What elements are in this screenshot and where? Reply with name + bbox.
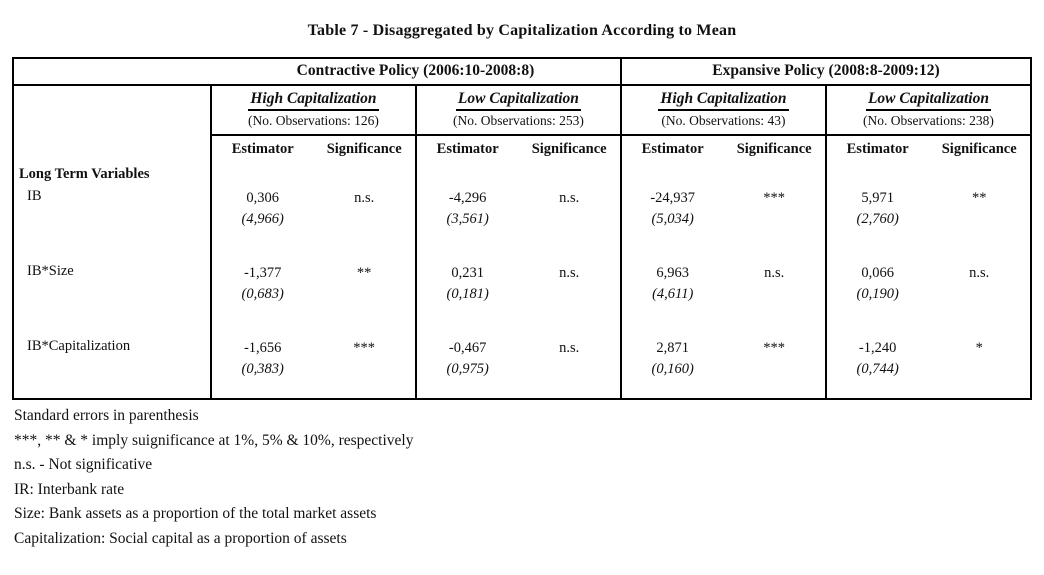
std-error-value: (0,383) xyxy=(241,361,284,377)
policy-header-row xyxy=(13,58,1031,85)
significance-cell: n.s. xyxy=(559,340,580,356)
significance-cell: *** xyxy=(353,340,376,356)
std-error-value: (2,760) xyxy=(856,211,899,227)
std-error-value: (5,034) xyxy=(651,211,694,227)
significance-cell: n.s. xyxy=(559,190,580,206)
significance-cell: n.s. xyxy=(354,190,375,206)
footnote-size: Size: Bank assets as a proportion of the total market assets xyxy=(14,505,377,522)
cap-group-expansive-high xyxy=(621,85,826,135)
significance-header: Significance xyxy=(736,141,812,157)
capitalization-header-row xyxy=(13,85,1031,135)
std-error-value: (3,561) xyxy=(446,211,489,227)
results-table xyxy=(12,57,1032,400)
table-row-ib-size xyxy=(13,260,1031,335)
observations-count: (No. Observations: 43) xyxy=(661,113,786,128)
std-error-value: (0,190) xyxy=(856,286,899,302)
estimator-value: -0,467 xyxy=(448,340,487,356)
significance-cell: n.s. xyxy=(969,265,990,281)
footnotes xyxy=(14,404,1014,551)
significance-cell: ** xyxy=(971,190,987,206)
estimator-value: -1,377 xyxy=(243,265,282,281)
estimator-cell xyxy=(621,260,723,335)
footnote-std-errors: Standard errors in parenthesis xyxy=(14,407,199,424)
std-error-value: (4,966) xyxy=(241,211,284,227)
estimator-value: 0,231 xyxy=(451,265,484,281)
estimator-header: Estimator xyxy=(211,135,313,162)
std-error-value: (0,975) xyxy=(446,361,489,377)
estimator-value: 0,066 xyxy=(861,265,894,281)
policy-header-expansive: Expansive Policy (2008:8-2009:12) xyxy=(621,58,1031,85)
estimator-cell xyxy=(826,185,928,260)
std-error-value: (0,181) xyxy=(446,286,489,302)
cap-group-title: High Capitalization xyxy=(248,90,378,111)
significance-header: Significance xyxy=(531,141,607,157)
policy-header-contractive: Contractive Policy (2006:10-2008:8) xyxy=(211,58,621,85)
footnote-ns: n.s. - Not significative xyxy=(14,456,153,473)
table-row-ib-capitalization xyxy=(13,335,1031,399)
estimator-cell xyxy=(416,185,518,260)
footnote-ir: IR: Interbank rate xyxy=(14,480,125,498)
estimator-cell xyxy=(621,185,723,260)
column-header-row xyxy=(13,135,1031,162)
observations-count: (No. Observations: 126) xyxy=(248,113,379,128)
label-column-spacer xyxy=(13,85,211,135)
variable-label: IB xyxy=(13,185,211,260)
significance-cell: *** xyxy=(763,190,786,206)
footnote-capitalization: Capitalization: Social capital as a proportion of assets xyxy=(14,529,347,547)
observations-count: (No. Observations: 238) xyxy=(863,113,994,128)
std-error-value: (0,744) xyxy=(856,361,899,377)
estimator-cell xyxy=(416,260,518,335)
section-row xyxy=(13,162,1031,185)
footnote-significance-levels: ***, ** & * imply suignificance at 1%, 5% & 10%, respectively xyxy=(14,431,414,449)
section-label: Long Term Variables xyxy=(13,162,211,185)
estimator-value: -24,937 xyxy=(650,190,696,206)
estimator-cell xyxy=(826,260,928,335)
table-row-ib xyxy=(13,185,1031,260)
significance-cell: * xyxy=(975,340,983,356)
corner-cell xyxy=(13,58,211,85)
estimator-value: -1,240 xyxy=(858,340,897,356)
std-error-value: (4,611) xyxy=(652,286,694,302)
estimator-cell xyxy=(211,185,313,260)
significance-cell: n.s. xyxy=(764,265,785,281)
std-error-value: (0,683) xyxy=(241,286,284,302)
estimator-value: 2,871 xyxy=(656,340,689,356)
observations-count: (No. Observations: 253) xyxy=(453,113,584,128)
cap-group-title: Low Capitalization xyxy=(866,90,991,111)
estimator-header: Estimator xyxy=(826,135,928,162)
cap-group-contractive-high xyxy=(211,85,416,135)
table-title: Table 7 - Disaggregated by Capitalization According to Mean xyxy=(307,22,737,39)
significance-cell: n.s. xyxy=(559,265,580,281)
estimator-header: Estimator xyxy=(621,135,723,162)
estimator-value: -4,296 xyxy=(448,190,487,206)
estimator-value: 6,963 xyxy=(656,265,689,281)
significance-cell: *** xyxy=(763,340,786,356)
variable-label: IB*Capitalization xyxy=(13,335,211,399)
estimator-value: 5,971 xyxy=(861,190,894,206)
significance-header: Significance xyxy=(326,141,402,157)
estimator-cell xyxy=(211,260,313,335)
estimator-header: Estimator xyxy=(416,135,518,162)
std-error-value: (0,160) xyxy=(651,361,694,377)
variable-label: IB*Size xyxy=(13,260,211,335)
cap-group-title: High Capitalization xyxy=(658,90,788,111)
estimator-cell xyxy=(211,335,313,399)
cap-group-title: Low Capitalization xyxy=(456,90,581,111)
cap-group-contractive-low xyxy=(416,85,621,135)
estimator-value: -1,656 xyxy=(243,340,282,356)
estimator-cell xyxy=(621,335,723,399)
significance-header: Significance xyxy=(941,141,1017,157)
significance-cell: ** xyxy=(356,265,372,281)
estimator-cell xyxy=(826,335,928,399)
estimator-value: 0,306 xyxy=(246,190,279,206)
estimator-cell xyxy=(416,335,518,399)
cap-group-expansive-low xyxy=(826,85,1031,135)
label-column-spacer xyxy=(13,135,211,162)
